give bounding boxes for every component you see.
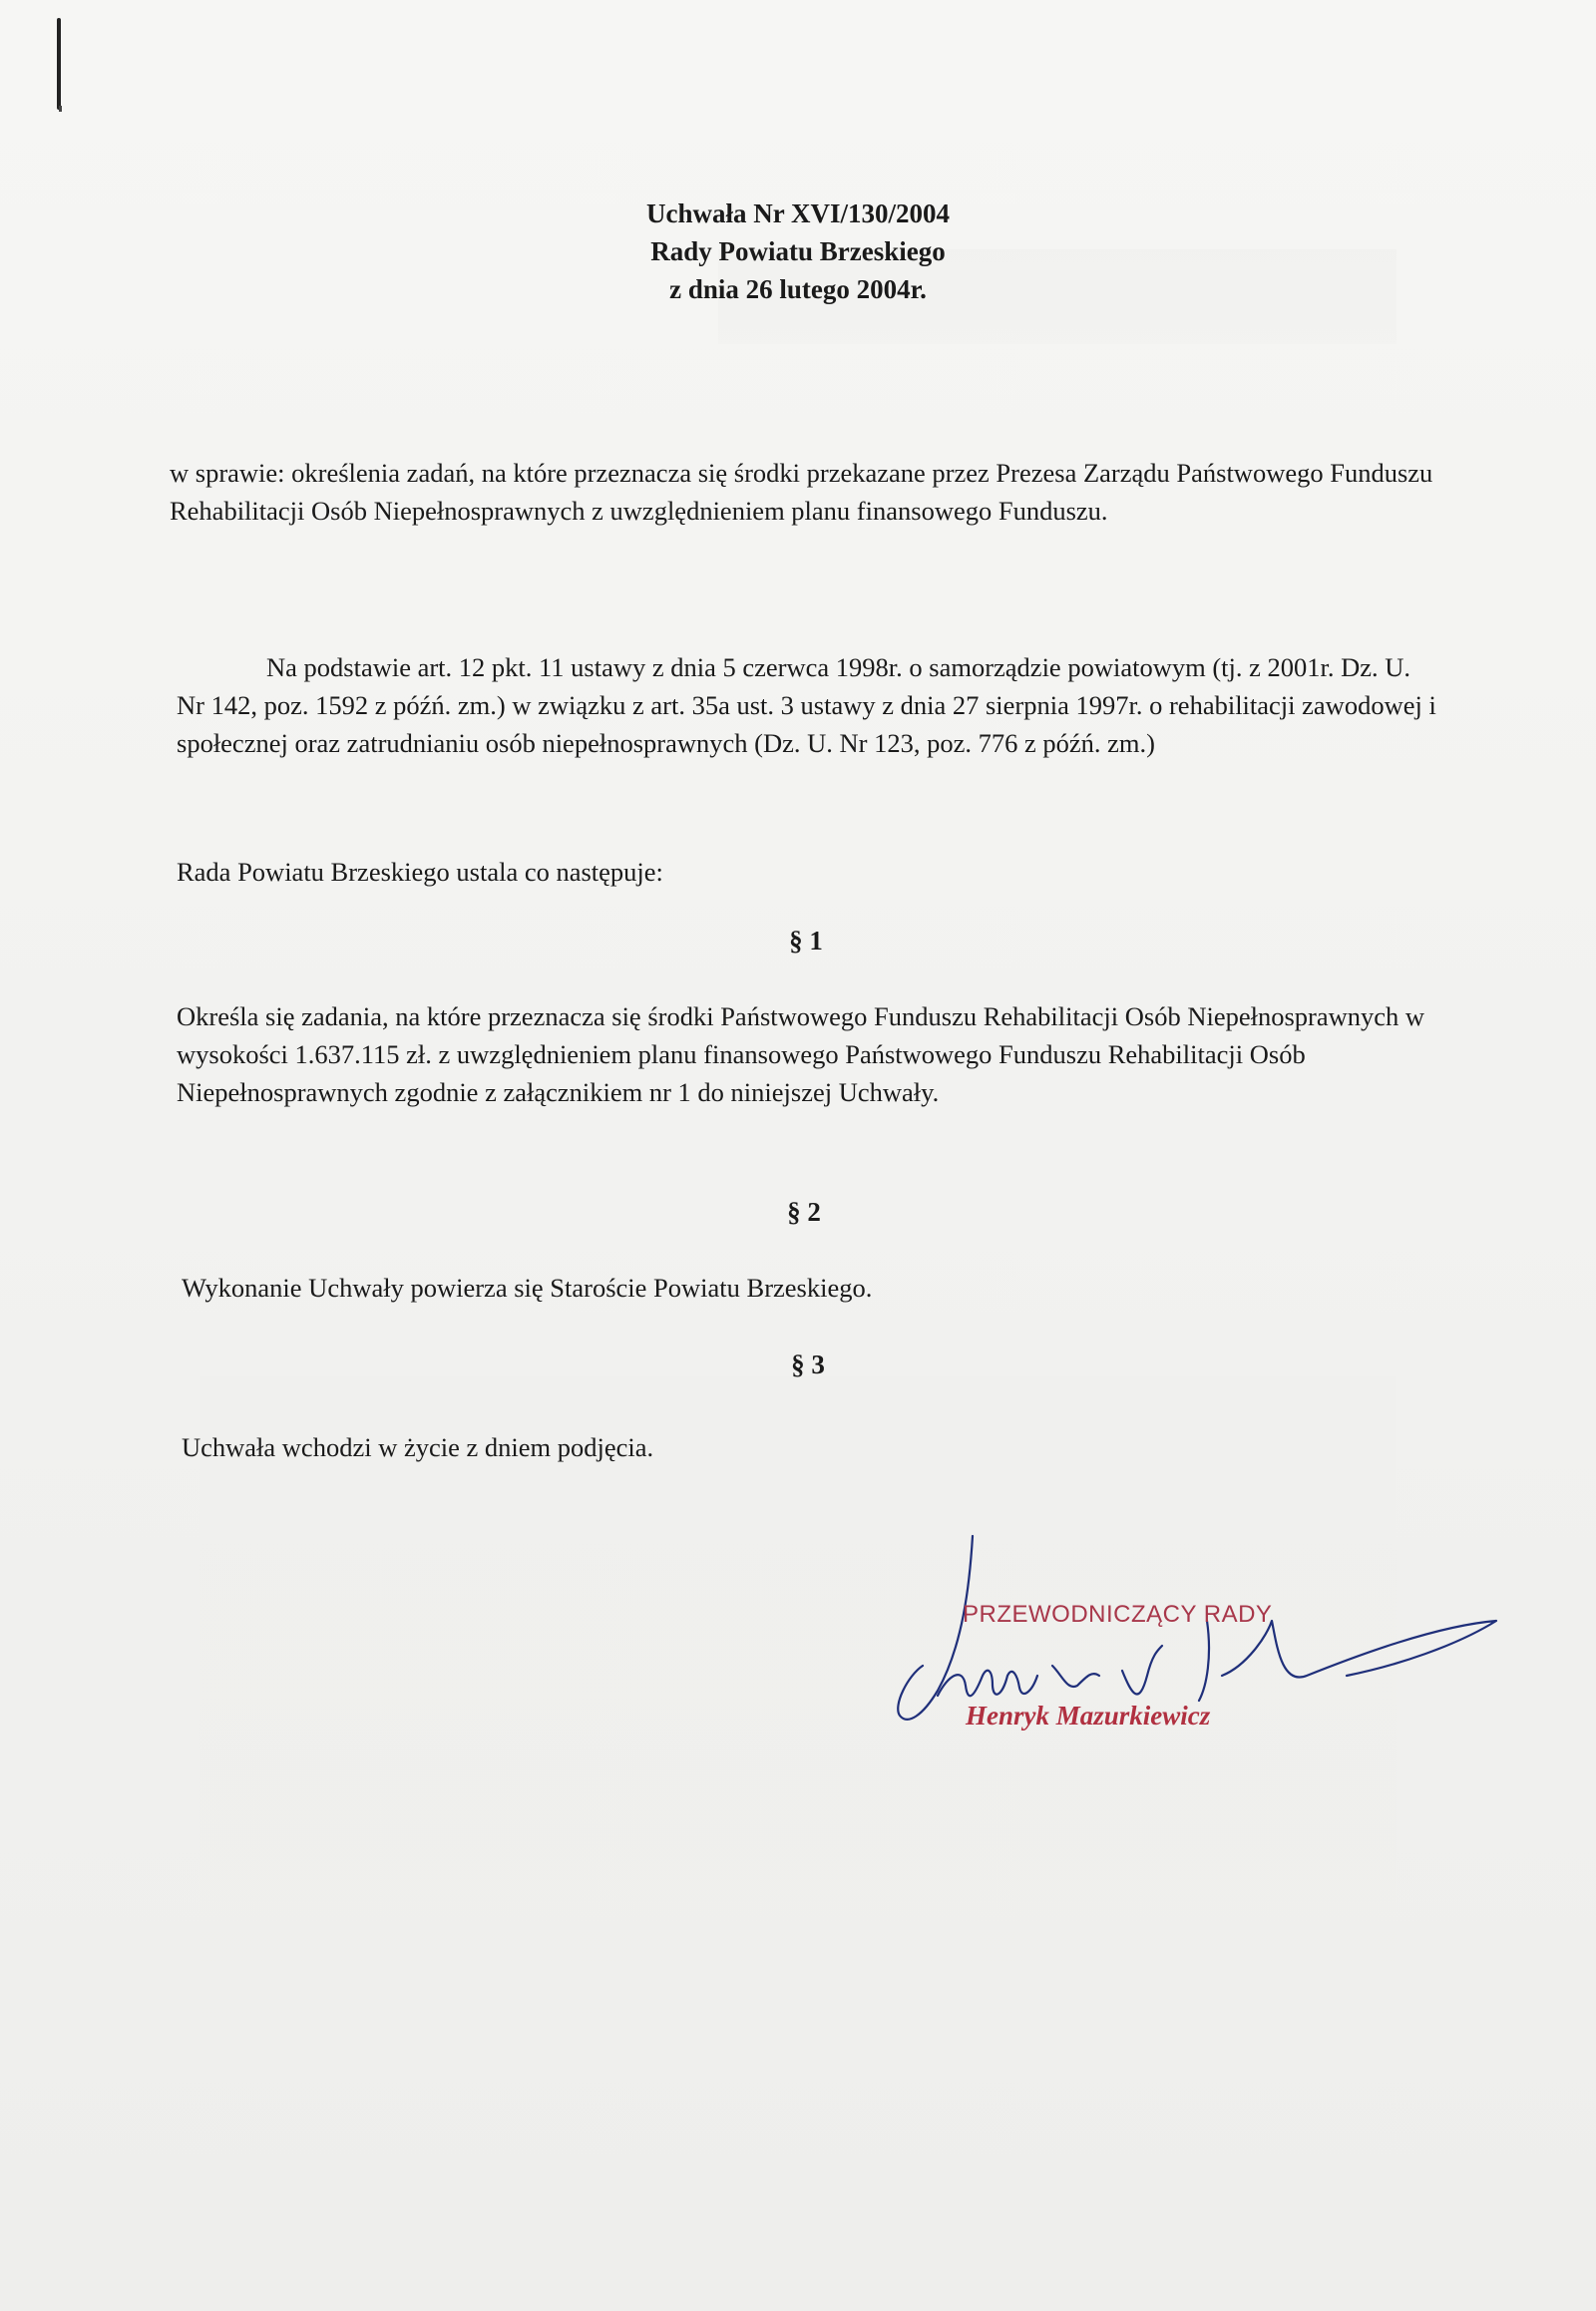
resolution-header — [0, 194, 1596, 308]
signatory-name: Henryk Mazurkiewicz — [966, 1701, 1211, 1731]
binding-mark-foot — [59, 106, 62, 112]
council-name: Rady Powiatu Brzeskiego — [650, 236, 946, 266]
resolution-date: z dnia 26 lutego 2004r. — [669, 274, 927, 304]
council-decision: Rada Powiatu Brzeskiego ustala co następuje: — [177, 857, 663, 887]
section-2-mark: § 2 — [787, 1197, 821, 1227]
section-2-text: Wykonanie Uchwały powierza się Staroście Powiatu Brzeskiego. — [182, 1273, 873, 1303]
signature-title: PRZEWODNICZĄCY RADY — [963, 1601, 1273, 1628]
legal-basis-text: Na podstawie art. 12 pkt. 11 ustawy z dnia 5 czerwca 1998r. o samorządzie powiatowym (tj. z 2001r. Dz. U. Nr 142, poz. 1592 z późń. zm.) w związku z art. 35a ust. 3 ustawy z dnia 27 sierpnia 1997r. o rehabilitacji zawodowej i społecznej oraz zatrudnianiu osób niepełnosprawnych (Dz. U. Nr 123, poz. 776 z późń. zm.) — [177, 652, 1436, 758]
section-3-text: Uchwała wchodzi w życie z dniem podjęcia. — [182, 1432, 654, 1462]
section-1-text: Określa się zadania, na które przeznacza się środki Państwowego Funduszu Rehabilitacji Osób Niepełnosprawnych w wysokości 1.637.115 zł. z uwzględnieniem planu finansowego Państwowego Funduszu Rehabilitacji Osób Niepełnosprawnych zgodnie z załącznikiem nr 1 do niniejszej Uchwały. — [177, 1001, 1425, 1107]
binding-mark — [57, 18, 61, 110]
legal-basis-paragraph — [177, 648, 1443, 762]
resolution-number: Uchwała Nr XVI/130/2004 — [645, 198, 950, 228]
section-3-mark: § 3 — [791, 1349, 825, 1379]
subject-paragraph: w sprawie: określenia zadań, na które przeznacza się środki przekazane przez Prezesa Zarządu Państwowego Funduszu Rehabilitacji Osób Niepełnosprawnych z uwzględnieniem planu finansowego Funduszu. — [170, 458, 1433, 526]
section-1-mark: § 1 — [789, 926, 823, 956]
